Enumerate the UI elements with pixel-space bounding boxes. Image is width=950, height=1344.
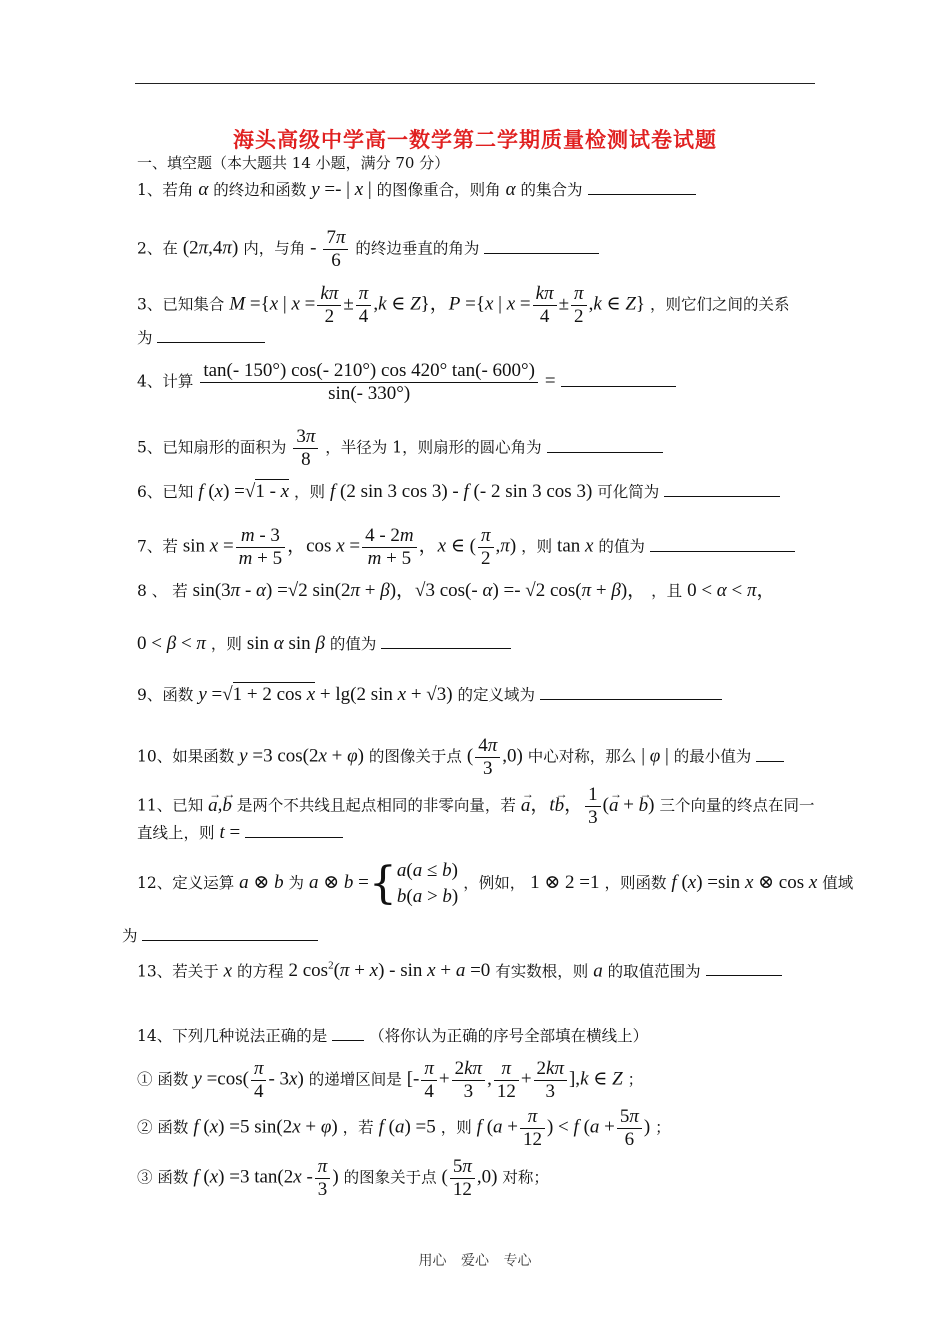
answer-blank[interactable] — [484, 237, 599, 254]
question-2: 2、在 (2π,4π) 内，与角 - $\frac{7\pi}{6}$ 的终边垂直的角为 — [137, 227, 599, 272]
question-1: 1、若角 α 的终边和函数 y =- | x | 的图像重合，则角 α 的集合为 — [137, 178, 696, 201]
answer-blank[interactable] — [540, 683, 722, 700]
answer-blank[interactable] — [381, 632, 511, 649]
question-7: 7、若 sin x = $\frac{m - 3}{m + 5}$ ，cos x = $\frac{4 - 2m}{m + 5}$ ，x ∈ ( $\frac{\pi}{2}$ ,π) ，则 tan x 的值为 — [137, 525, 795, 570]
question-11-cont: 直线上，则 t = — [137, 821, 343, 844]
header-rule — [135, 83, 815, 84]
answer-blank[interactable] — [561, 370, 676, 387]
question-9: 9、函数 y =√1 + 2 cos x + lg(2 sin x + √3) 的定义域为 — [137, 683, 722, 706]
answer-blank[interactable] — [650, 535, 795, 552]
answer-blank[interactable] — [157, 326, 265, 343]
question-3: 3、已知集合 M ={x | x = $\frac{k\pi}{2}$ ± $\frac{\pi}{4}$ ,k ∈ Z}，P ={x | x = $\frac{k\pi}{4}$ ± $\frac{\pi}{2}$ ,k ∈ Z} ，则它们之间的关系 — [137, 283, 790, 327]
answer-blank[interactable] — [756, 745, 784, 762]
question-12: 12、定义运算 a ⊗ b 为 a ⊗ b ={ a(a ≤ b) b(a > b) ，例如， 1 ⊗ 2 =1 ，则函数 f (x) =sin x ⊗ cos x 值域 — [137, 858, 854, 909]
question-10: 10、如果函数 y =3 cos(2x + φ) 的图像关于点 ( $\frac{4\pi}{3}$ ,0) 中心对称，那么 | φ | 的最小值为 — [137, 735, 784, 780]
question-11: 11、已知 → a,→ b 是两个不共线且起点相同的非零向量，若 → a，t→ b， $\frac{1}{3}$ (→ a + → b) 三个向量的终点在同一 — [137, 784, 814, 829]
question-6: 6、已知 f (x) =√1 - x ，则 f (2 sin 3 cos 3) - f (- 2 sin 3 cos 3) 可化简为 — [137, 480, 780, 503]
answer-blank[interactable] — [142, 924, 318, 941]
statement-2: ② 函数 f (x) =5 sin(2x + φ) ，若 f (a) =5 ，则 f (a + $\frac{\pi}{12}$ ) < f (a + $\frac{5\pi}{6}$ ) ； — [137, 1106, 671, 1150]
answer-blank[interactable] — [547, 436, 663, 453]
statement-3: ③ 函数 f (x) =3 tan(2x - $\frac{\pi}{3}$ ) 的图象关于点 ( $\frac{5\pi}{12}$ ,0) 对称； — [137, 1156, 549, 1200]
question-8: 8 、 若 sin(3π - α) =√2 sin(2π + β)，√3 cos(- α) =- √2 cos(π + β)， ，且 0 < α < π， — [137, 580, 776, 601]
answer-blank[interactable] — [332, 1024, 364, 1041]
answer-blank[interactable] — [706, 959, 782, 976]
question-4: 4、计算 $\frac{\tan(- 150^\circ) \cos(- 210^\circ) \cos 420^\circ \tan(- 600^\circ)}{\sin(- 330^\circ)}$ = — [137, 360, 676, 405]
page-footer: 用心 爱心 专心 — [418, 1253, 532, 1269]
question-12-cont: 为 — [122, 924, 318, 947]
page-title: 海头高级中学高一数学第二学期质量检测试卷试题 — [233, 127, 717, 152]
question-8-cont: 0 < β < π ，则 sin α sin β 的值为 — [137, 632, 511, 655]
question-3-cont: 为 — [137, 326, 265, 349]
statement-1: ① 函数 y =cos( $\frac{\pi}{4}$ - 3x) 的递增区间是 [- $\frac{\pi}{4}$ + $\frac{2k\pi}{3}$ , $\frac{\pi}{12}$ + $\frac{2k\pi}{3}$ ],k ∈ Z ； — [137, 1058, 644, 1102]
question-14: 14、下列几种说法正确的是 （将你认为正确的序号全部填在横线上） — [137, 1024, 648, 1047]
answer-blank[interactable] — [588, 178, 696, 195]
answer-blank[interactable] — [664, 480, 780, 497]
section-heading: 一、填空题（本大题共 14 小题，满分 70 分） — [137, 154, 450, 172]
answer-blank[interactable] — [245, 821, 343, 838]
question-13: 13、若关于 x 的方程 2 $\cos^2(\pi + x) - \sin x + a =0$ 有实数根，则 a 的取值范围为 — [137, 955, 782, 982]
question-5: 5、已知扇形的面积为 $\frac{3\pi}{8}$ ，半径为 1，则扇形的圆心角为 — [137, 426, 663, 471]
